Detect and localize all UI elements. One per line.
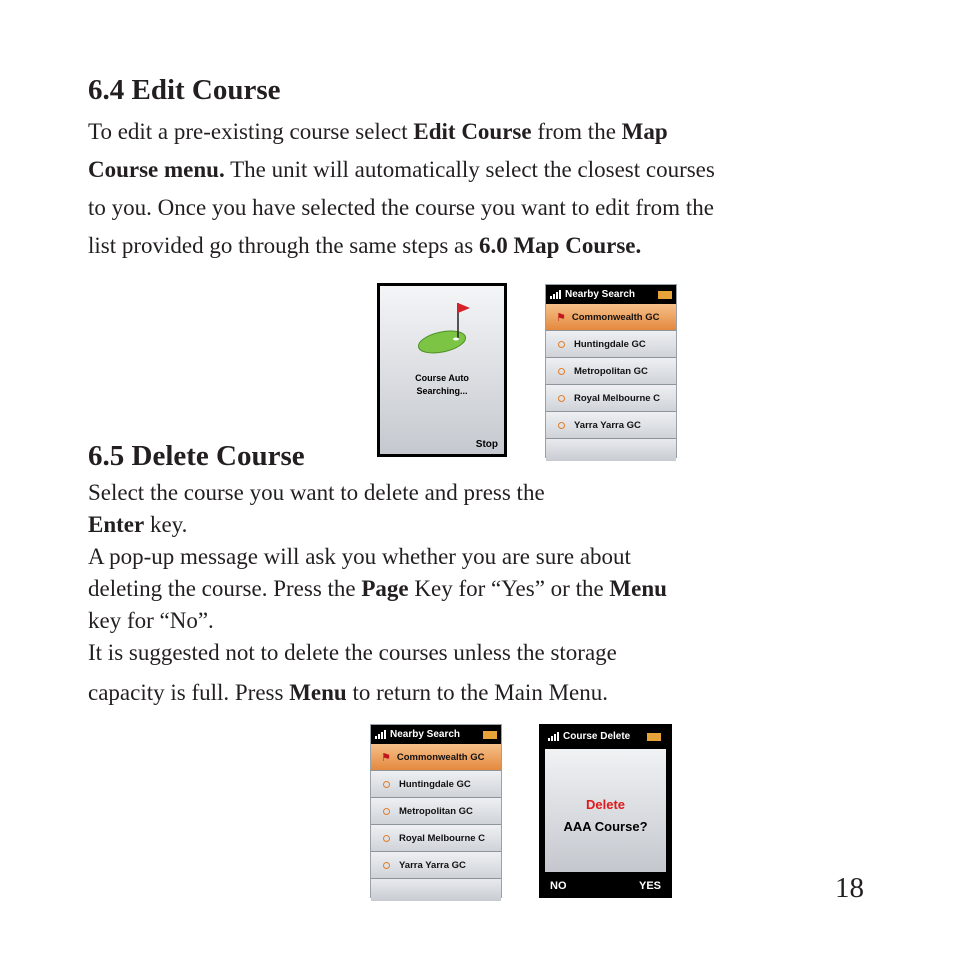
signal-icon bbox=[375, 730, 386, 739]
screen-title: Nearby Search bbox=[565, 289, 636, 300]
section-heading-edit: 6.4 Edit Course bbox=[88, 74, 281, 106]
list-item[interactable]: Yarra Yarra GC bbox=[546, 412, 676, 439]
edit-paragraph: To edit a pre-existing course select Edit Course from the Map Course menu. The unit will automatically select the closest courses to you. Once you have selected the course you want to edit from the list provided go through the same steps as 6.0 Map Course. bbox=[88, 119, 715, 258]
yes-softkey[interactable]: YES bbox=[638, 880, 661, 892]
golf-green-icon bbox=[380, 300, 510, 380]
signal-icon bbox=[548, 732, 559, 741]
list-item[interactable]: Huntingdale GC bbox=[546, 331, 676, 358]
list-item[interactable]: Royal Melbourne C bbox=[546, 385, 676, 412]
section-heading-delete: 6.5 Delete Course bbox=[88, 440, 305, 472]
battery-icon bbox=[483, 731, 497, 739]
list-item[interactable]: ⚑ Commonwealth GC bbox=[546, 304, 676, 331]
nearby-search-screen bbox=[545, 284, 677, 458]
pin-icon bbox=[383, 862, 390, 869]
confirm-dialog bbox=[545, 749, 666, 872]
page-number: 18 bbox=[835, 872, 864, 904]
searching-message: Course Auto Searching... bbox=[415, 373, 469, 396]
pin-icon bbox=[558, 395, 565, 402]
pin-icon bbox=[383, 808, 390, 815]
list-item[interactable]: Royal Melbourne C bbox=[371, 825, 501, 852]
no-softkey[interactable]: NO bbox=[550, 880, 567, 892]
list-item[interactable]: Metropolitan GC bbox=[546, 358, 676, 385]
nearby-search-screen-2 bbox=[370, 724, 502, 898]
course-delete-screen bbox=[539, 724, 672, 898]
pin-icon bbox=[558, 368, 565, 375]
list-item[interactable]: Yarra Yarra GC bbox=[371, 852, 501, 879]
course-searching-screen bbox=[377, 283, 507, 457]
flag-icon: ⚑ bbox=[381, 751, 391, 764]
delete-label: Delete bbox=[585, 797, 626, 812]
flag-icon: ⚑ bbox=[556, 311, 566, 324]
pin-icon bbox=[383, 835, 390, 842]
screen-title-bar bbox=[371, 725, 501, 744]
screen-title: Course Delete bbox=[563, 731, 631, 742]
list-item[interactable]: Huntingdale GC bbox=[371, 771, 501, 798]
stop-softkey[interactable]: Stop bbox=[475, 439, 498, 450]
pin-icon bbox=[383, 781, 390, 788]
delete-paragraph: Select the course you want to delete and press the Enter key. A pop-up message will ask you whether you are sure about deleting the course. Press the Page Key for “Yes” or the Menu key for “No”. It is suggested not to delete the courses unless the storage capacity is full. Press Menu to return to the Main Menu. bbox=[88, 480, 667, 705]
battery-icon bbox=[658, 291, 672, 299]
battery-icon bbox=[647, 733, 661, 741]
pin-icon bbox=[558, 341, 565, 348]
pin-icon bbox=[558, 422, 565, 429]
delete-question: AAA Course? bbox=[563, 819, 648, 834]
signal-icon bbox=[550, 290, 561, 299]
screen-title: Nearby Search bbox=[390, 729, 461, 740]
list-item[interactable]: Metropolitan GC bbox=[371, 798, 501, 825]
screen-title-bar bbox=[542, 727, 669, 746]
screen-title-bar bbox=[546, 285, 676, 304]
list-item[interactable]: ⚑ Commonwealth GC bbox=[371, 744, 501, 771]
